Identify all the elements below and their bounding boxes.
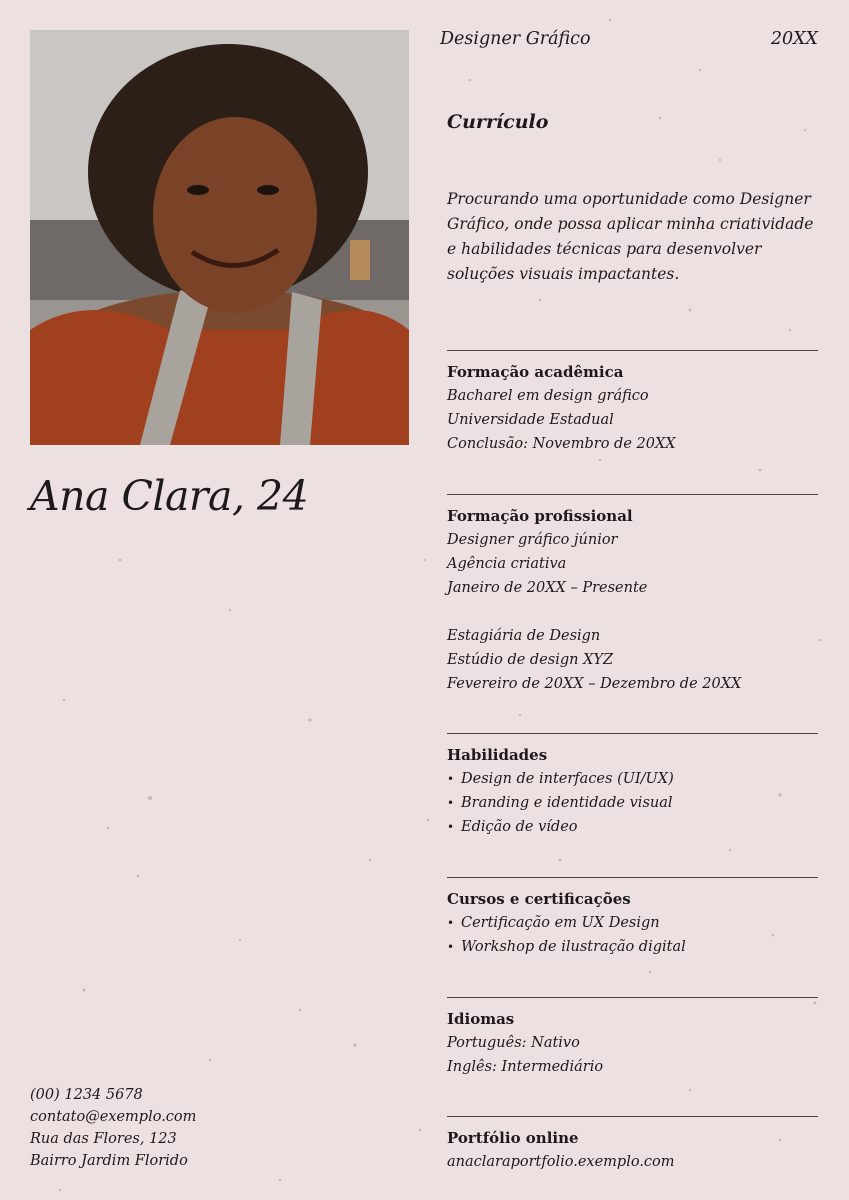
section-title: Cursos e certificações xyxy=(447,890,631,908)
list-item: • Branding e identidade visual xyxy=(447,791,818,815)
neighborhood: Bairro Jardim Florido xyxy=(30,1153,188,1169)
job-dates: Janeiro de 20XX – Presente xyxy=(447,580,648,596)
language-item: Inglês: Intermediário xyxy=(447,1059,604,1075)
section-portfolio xyxy=(447,1116,818,1174)
degree: Bacharel em design gráfico xyxy=(447,388,649,404)
list-item: • Workshop de ilustração digital xyxy=(447,935,818,959)
section-title: Formação profissional xyxy=(447,507,633,525)
objective-text: Procurando uma oportunidade como Designer Gráfico, onde possa aplicar minha criatividade e habilidades técnicas para desenvolver soluções visuais impactantes. xyxy=(447,190,814,283)
profile-photo xyxy=(30,30,409,445)
section-title: Habilidades xyxy=(447,746,548,764)
candidate-name: Ana Clara, 24 xyxy=(30,472,309,520)
section-title: Idiomas xyxy=(447,1010,515,1028)
job-dates: Fevereiro de 20XX – Dezembro de 20XX xyxy=(447,676,742,692)
document-title: Currículo xyxy=(447,111,549,133)
section-divider xyxy=(447,1116,818,1117)
section-experience xyxy=(447,494,818,696)
section-divider xyxy=(447,997,818,998)
job-title: Designer gráfico júnior xyxy=(447,532,618,548)
contact-block xyxy=(30,1084,196,1172)
job-title: Estagiária de Design xyxy=(447,628,601,644)
header-year: 20XX xyxy=(770,29,818,49)
language-item: Português: Nativo xyxy=(447,1035,580,1051)
section-divider xyxy=(447,877,818,878)
header-role: Designer Gráfico xyxy=(440,29,591,49)
section-education xyxy=(447,350,818,456)
portrait-illustration xyxy=(30,30,409,445)
graduation-date: Conclusão: Novembro de 20XX xyxy=(447,436,676,452)
street-address: Rua das Flores, 123 xyxy=(30,1131,177,1147)
section-title: Formação acadêmica xyxy=(447,363,624,381)
list-item: • Edição de vídeo xyxy=(447,815,818,839)
section-divider xyxy=(447,733,818,734)
list-item: • Design de interfaces (UI/UX) xyxy=(447,767,818,791)
section-title: Portfólio online xyxy=(447,1129,579,1147)
section-divider xyxy=(447,494,818,495)
job-company: Estúdio de design XYZ xyxy=(447,652,614,668)
section-skills xyxy=(447,733,818,839)
phone-number[interactable]: (00) 1234 5678 xyxy=(30,1087,143,1103)
job-company: Agência criativa xyxy=(447,556,567,572)
institution: Universidade Estadual xyxy=(447,412,614,428)
email-address[interactable]: contato@exemplo.com xyxy=(30,1109,197,1125)
list-item: • Certificação em UX Design xyxy=(447,911,818,935)
portfolio-link[interactable]: anaclaraportfolio.exemplo.com xyxy=(447,1154,675,1170)
section-divider xyxy=(447,350,818,351)
section-languages xyxy=(447,997,818,1079)
section-courses xyxy=(447,877,818,959)
